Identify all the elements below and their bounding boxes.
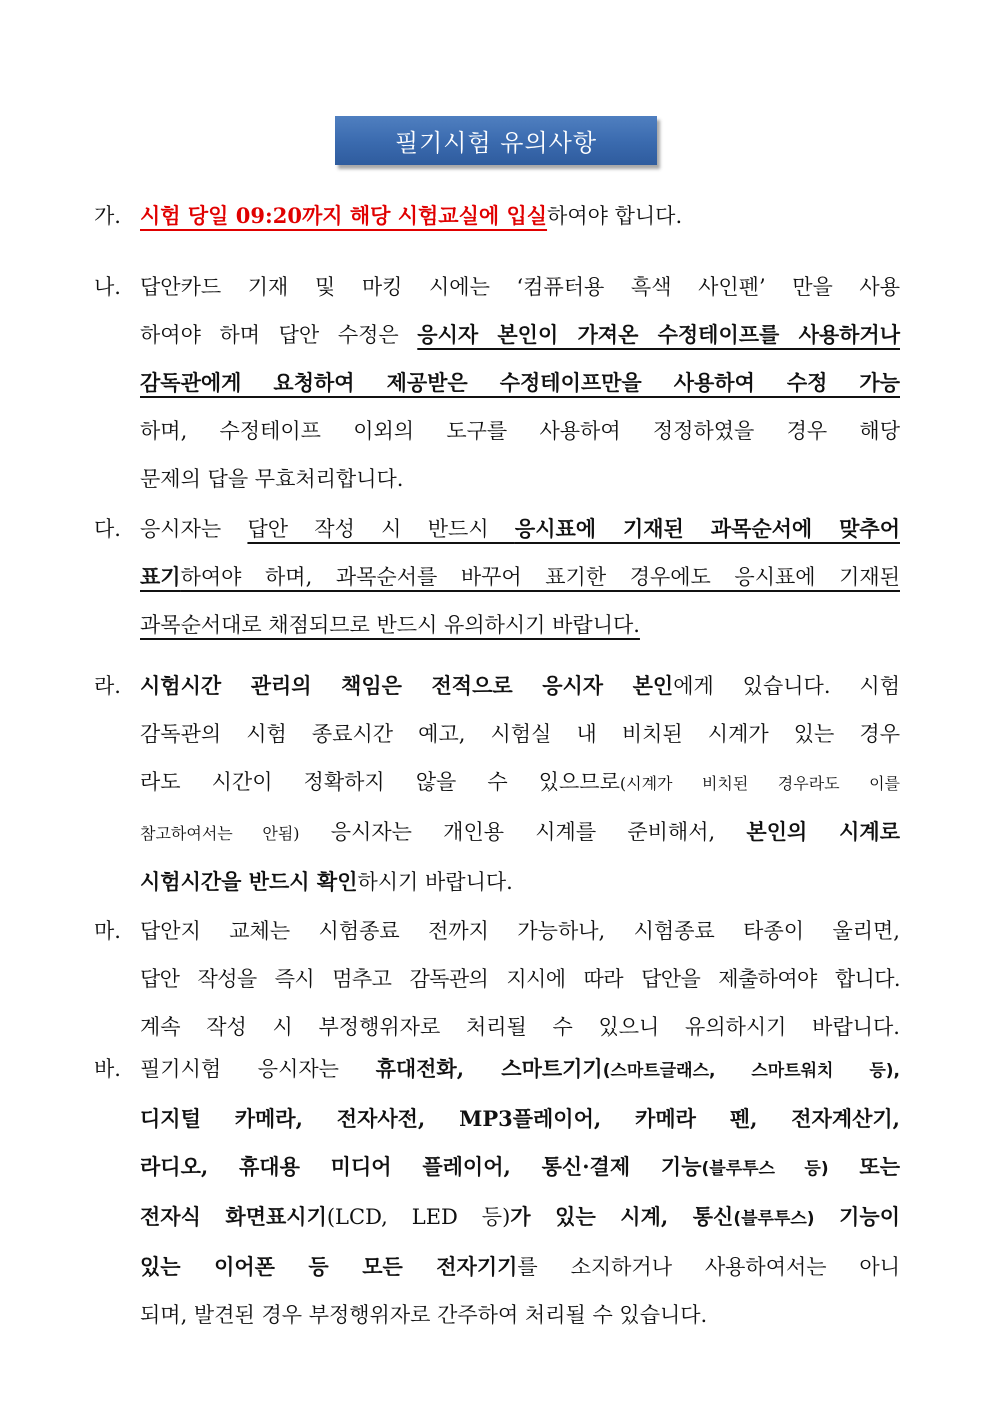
title-banner xyxy=(335,116,657,165)
text: 라도 시간이 정확하지 않을 수 있으므로 xyxy=(140,770,620,794)
emphasis-text: 전자식 화면표시기 xyxy=(140,1204,327,1229)
text: 를 소지하거나 사용하여서는 아니 xyxy=(517,1255,900,1279)
item-label: 바. xyxy=(94,1057,121,1081)
line xyxy=(140,858,900,906)
line: 하며, 수정테이프 이외의 도구를 사용하여 정정하였을 경우 해당 xyxy=(140,419,900,443)
line xyxy=(140,359,900,407)
text: 응시자는 xyxy=(140,517,248,541)
line xyxy=(140,601,900,649)
text: (LCD, LED 등) xyxy=(326,1205,511,1229)
underlined-text: 하여야 하며, 과목순서를 바꾸어 표기한 경우에도 응시표에 기재된 xyxy=(180,565,900,589)
text: 하여야 하며 답안 수정은 xyxy=(140,323,418,347)
line xyxy=(140,662,900,710)
emphasis-text: 표기 xyxy=(140,564,181,589)
notice-item-ma xyxy=(94,907,900,1051)
line xyxy=(140,1143,900,1193)
page-title: 필기시험 유의사항 xyxy=(394,129,598,157)
line xyxy=(140,808,900,858)
emphasis-small-text: (블루투스) xyxy=(733,1209,815,1229)
line xyxy=(140,505,900,553)
highlight-text: 시험 당일 09:20까지 해당 시험교실에 입실 xyxy=(140,203,548,228)
emphasis-text: 있는 이어폰 등 모든 전자기기 xyxy=(140,1254,518,1279)
item-body xyxy=(140,662,900,906)
item-label: 마. xyxy=(94,919,121,943)
text: 에게 있습니다. 시험 xyxy=(673,674,900,698)
notice-item-ra xyxy=(94,662,900,906)
item-body xyxy=(140,907,900,1051)
text: 하여야 합니다. xyxy=(547,204,683,228)
underlined-text: 답안 작성 시 반드시 xyxy=(247,517,515,541)
line xyxy=(140,311,900,359)
item-label: 나. xyxy=(94,275,121,299)
underlined-text: 과목순서대로 채점되므로 반드시 유의하시기 바랍니다. xyxy=(140,613,640,637)
line: 답안카드 기재 및 마킹 시에는 ‘컴퓨터용 흑색 사인펜’ 만을 사용 xyxy=(140,275,900,299)
emphasis-text: 라디오, 휴대용 미디어 플레이어, 통신·결제 기능 xyxy=(140,1154,702,1179)
text: 하시기 바랍니다. xyxy=(357,870,513,894)
item-body xyxy=(140,263,900,503)
emphasis-text: 응시자 본인이 가져온 수정테이프를 사용하거나 xyxy=(417,322,900,347)
notice-item-ga xyxy=(94,192,900,240)
emphasis-text: 시험시간 관리의 책임은 전적으로 응시자 본인 xyxy=(140,673,674,698)
notice-item-ba xyxy=(94,1045,900,1339)
notice-item-da xyxy=(94,505,900,649)
emphasis-text: 휴대전화, 스마트기기 xyxy=(375,1056,603,1081)
line: 되며, 발견된 경우 부정행위자로 간주하여 처리될 수 있습니다. xyxy=(140,1303,708,1327)
line: 문제의 답을 무효처리합니다. xyxy=(140,467,404,491)
line xyxy=(140,192,900,240)
emphasis-text: 감독관에게 요청하여 제공받은 수정테이프만을 사용하여 수정 가능 xyxy=(140,370,900,395)
item-body xyxy=(140,505,900,649)
emphasis-text: 또는 xyxy=(828,1154,900,1179)
emphasis-small-text: (블루투스 등) xyxy=(701,1159,829,1179)
emphasis-text: 시험시간을 반드시 확인 xyxy=(140,869,358,894)
item-label: 다. xyxy=(94,517,121,541)
small-text: (시계가 비치된 경우라도 이를 xyxy=(619,774,900,793)
text: 응시자는 개인용 시계를 준비해서, xyxy=(299,820,747,844)
notice-item-na xyxy=(94,263,900,503)
line xyxy=(140,1045,900,1095)
line xyxy=(140,553,900,601)
text: 필기시험 응시자는 xyxy=(140,1057,376,1081)
line xyxy=(140,1193,900,1243)
emphasis-text: 응시표에 기재된 과목순서에 맞추어 xyxy=(514,516,900,541)
item-body xyxy=(140,1045,900,1339)
item-label: 가. xyxy=(94,204,121,228)
item-label: 라. xyxy=(94,674,121,698)
emphasis-text: 기능이 xyxy=(814,1204,900,1229)
emphasis-text: 본인의 시계로 xyxy=(746,819,900,844)
small-text: 참고하여서는 안됨) xyxy=(140,824,300,843)
item-body xyxy=(140,192,900,240)
emphasis-small-text: (스마트글래스, 스마트워치 등), xyxy=(602,1061,900,1081)
line: 감독관의 시험 종료시간 예고, 시험실 내 비치된 시계가 있는 경우 xyxy=(140,722,900,746)
line: 답안 작성을 즉시 멈추고 감독관의 지시에 따라 답안을 제출하여야 합니다. xyxy=(140,967,900,991)
emphasis-text: 가 있는 시계, 통신 xyxy=(510,1204,734,1229)
line: 디지털 카메라, 전자사전, MP3플레이어, 카메라 펜, 전자계산기, xyxy=(140,1106,900,1131)
line: 답안지 교체는 시험종료 전까지 가능하나, 시험종료 타종이 울리면, xyxy=(140,919,900,943)
line: 계속 작성 시 부정행위자로 처리될 수 있으니 유의하시기 바랍니다. xyxy=(140,1015,900,1039)
line xyxy=(140,1243,900,1291)
line xyxy=(140,758,900,808)
